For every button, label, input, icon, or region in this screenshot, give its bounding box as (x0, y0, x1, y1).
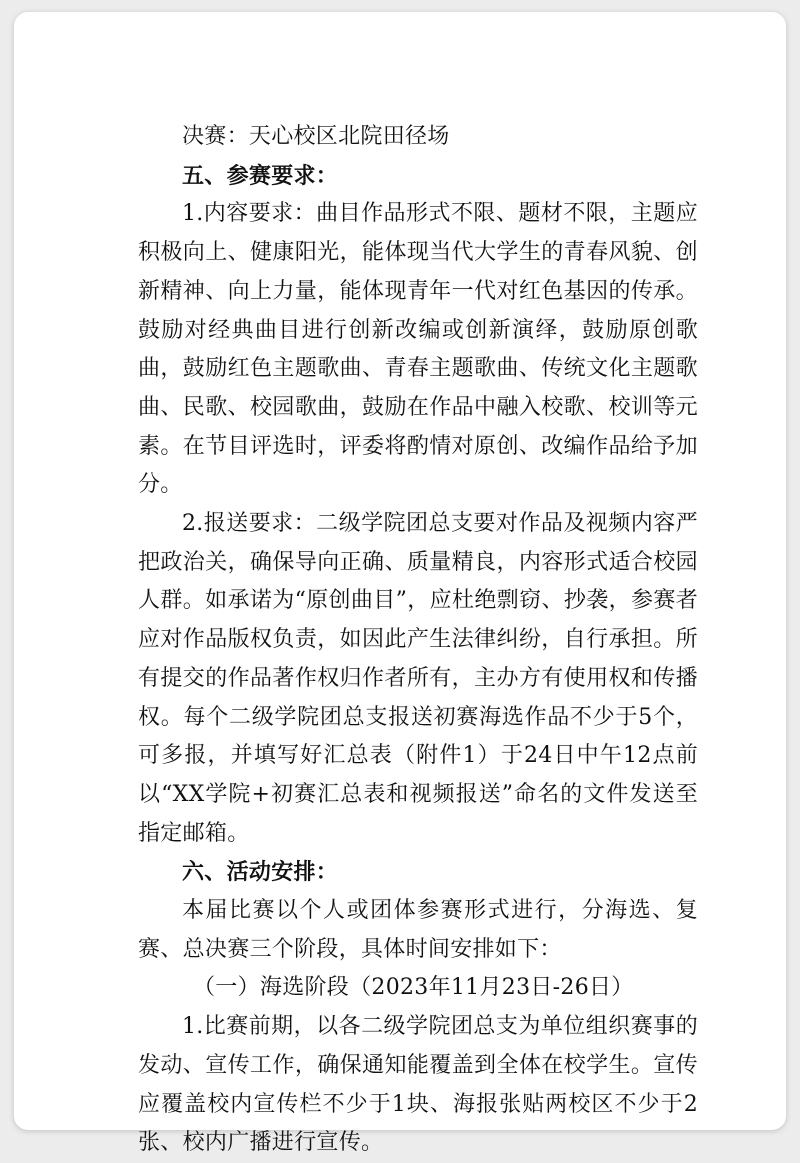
content-requirement-paragraph: 1.内容要求：曲目作品形式不限、题材不限，主题应积极向上、健康阳光，能体现当代大学生的青春风貌、创新精神、向上力量，能体现青年一代对红色基因的传承。鼓励对经典曲目进行创新改编或创新演绎，鼓励原创歌曲，鼓励红色主题歌曲、青春主题歌曲、传统文化主题歌曲、民歌、校园歌曲，鼓励在作品中融入校歌、校训等元素。在节目评选时，评委将酌情对原创、改编作品给予加分。 (138, 201, 698, 498)
document-body (138, 118, 698, 1163)
section-5-heading: 五、参赛要求： (182, 162, 339, 189)
submission-requirement-paragraph: 2.报送要求：二级学院团总支要对作品及视频内容严把政治关，确保导向正确、质量精良，内容形式适合校园人群。如承诺为“原创曲目”，应杜绝剽窃、抄袭，参赛者应对作品版权负责，如因此产生法律纠纷，自行承担。所有提交的作品著作权归作者所有，主办方有使用权和传播权。每个二级学院团总支报送初赛海选作品不少于5个，可多报，并填写好汇总表（附件1）于24日中午12点前以“XX学院+初赛汇总表和视频报送”命名的文件发送至指定邮箱。 (138, 511, 698, 846)
schedule-intro-paragraph: 本届比赛以个人或团体参赛形式进行，分海选、复赛、总决赛三个阶段，具体时间安排如下： (138, 898, 698, 962)
pre-competition-paragraph: 1.比赛前期，以各二级学院团总支为单位组织赛事的发动、宣传工作，确保通知能覆盖到全体在校学生。宣传应覆盖校内宣传栏不少于1块、海报张贴两校区不少于2张、校内广播进行宣传。 (138, 1014, 698, 1156)
final-venue-line: 决赛：天心校区北院田径场 (182, 124, 450, 149)
section-6-heading: 六、活动安排： (182, 859, 339, 886)
audition-stage-heading: （一）海选阶段（2023年11月23日-26日） (193, 975, 634, 1001)
document-page (14, 12, 786, 1156)
